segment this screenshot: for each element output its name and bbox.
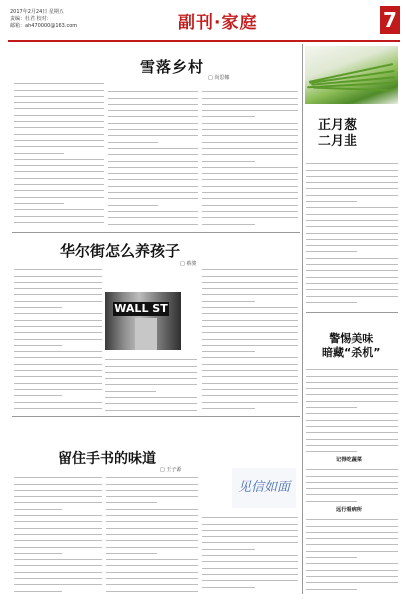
article-huaerjie-col1 [14, 264, 102, 412]
article-zhengyue-body [306, 158, 398, 308]
headline-liuzhu: 留住手书的味道 [58, 451, 156, 467]
article-jichicai-body [306, 464, 398, 502]
byline-xuelu: □ 尚思娜 [208, 75, 230, 81]
article-huaerjie-col2 [105, 354, 197, 412]
divider [12, 232, 300, 233]
article-liuzhu-col3 [202, 512, 298, 594]
header-date: 2017年2月24日 星期五 [10, 9, 64, 15]
subhead-yuanxing: 远行看病所 [336, 507, 362, 513]
header-meta [10, 9, 77, 30]
headline-zhengyue-line1: 正月葱 [318, 118, 358, 133]
divider [306, 312, 398, 313]
headline-xuelu: 雪落乡村 [140, 58, 205, 76]
page-header [8, 6, 400, 42]
section-title: 副刊·家庭 [178, 13, 258, 33]
article-liuzhu-col2 [106, 472, 198, 594]
article-xuelu-col3 [202, 86, 298, 228]
scallion-photo [305, 46, 398, 104]
headline-jingti [322, 332, 380, 360]
byline-huaerjie: □ 蔡骏 [180, 261, 197, 267]
handwriting-illustration [232, 468, 296, 508]
column-divider [302, 44, 303, 594]
article-xuelu-col1 [14, 78, 104, 228]
handwriting-script: 见信如面 [238, 480, 291, 495]
headline-huaerjie: 华尔街怎么养孩子 [60, 242, 181, 260]
header-editor: 责编：杜君 校对： [10, 16, 52, 22]
byline-liuzhu: □ 王子源 [160, 467, 182, 473]
headline-jingti-line2: 暗藏“杀机” [322, 346, 381, 359]
headline-zhengyue-line2: 二月韭 [318, 134, 358, 149]
headline-zhengyue [318, 118, 357, 150]
wall-street-sign: WALL ST [114, 302, 168, 315]
article-jingti-body [306, 364, 398, 454]
article-liuzhu-col1 [14, 472, 102, 594]
article-huaerjie-col3 [202, 264, 298, 412]
article-yuanxing-body [306, 514, 398, 594]
header-email: 邮箱：ah470000@163.com [10, 23, 78, 29]
divider [12, 416, 300, 417]
wall-street-photo [105, 292, 181, 350]
subhead-jichicai: 记得吃蔬菜 [336, 457, 362, 463]
headline-jingti-line1: 警惕美味 [329, 332, 374, 345]
page-number-text: 7 [383, 8, 397, 32]
article-xuelu-col2 [108, 86, 198, 228]
page-number [380, 6, 400, 34]
